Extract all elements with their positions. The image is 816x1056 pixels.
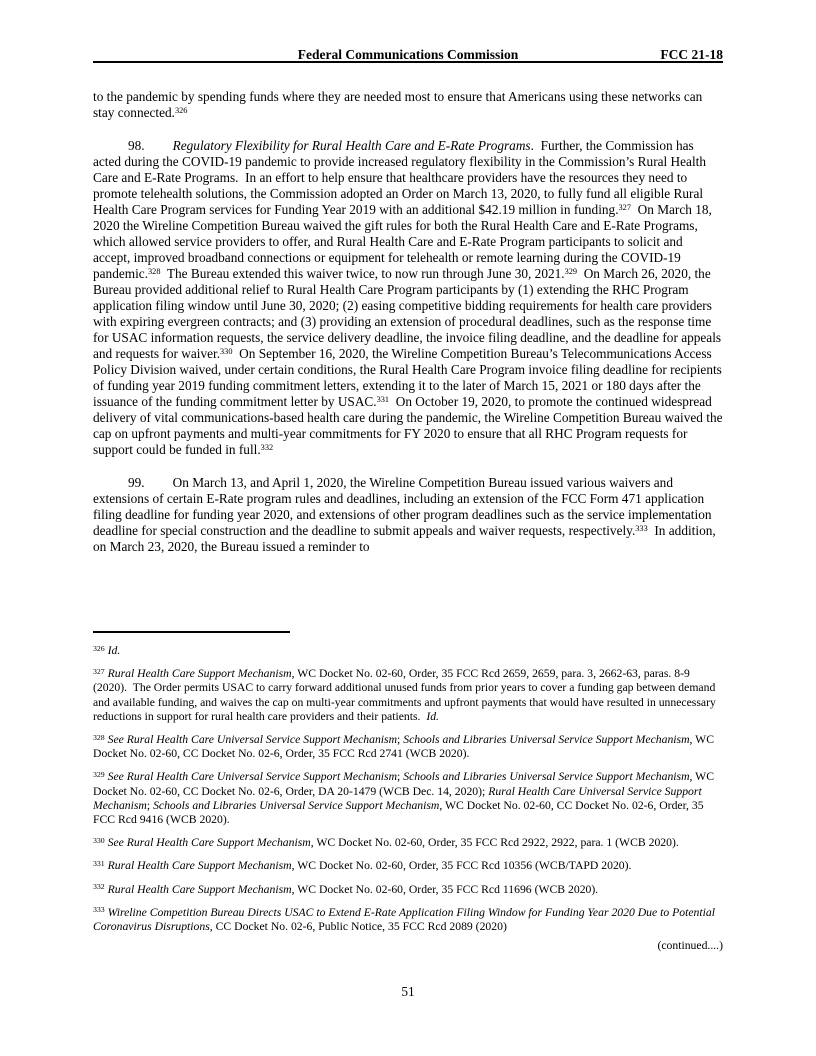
text-segment: The Bureau extended this waiver twice, to now run through June 30, 2021. [160,266,565,281]
text-segment: ; [397,770,404,784]
footnote-ref: 333 [635,523,648,533]
italic-text: Wireline Competition Bureau Directs USAC to Extend E-Rate Application Filing Window for Funding Year 2020 Due to Potential Coronavirus Disruptions [93,905,718,934]
text-segment: to the pandemic by spending funds where they are needed most to ensure that Americans using these networks can stay connected. [93,89,706,120]
paragraph-number: 98. [128,138,145,153]
italic-text: Id. [426,709,439,723]
paragraph [93,138,726,458]
italic-text: See Rural Health Care Support Mechanism [107,836,311,850]
italic-text: Schools and Libraries Universal Service Support Mechanism [403,770,690,784]
footnote-ref: 331 [376,394,390,404]
footnote [93,883,723,897]
italic-text: See Rural Health Care Universal Service Support Mechanism [107,770,398,784]
footnote-number: 330 [93,835,105,845]
footnote [93,644,723,658]
footnote [93,770,723,827]
paragraph [93,89,723,121]
text-segment: On September 16, 2020, the Wireline Competition Bureau’s Telecommunications Access Policy Division waived, under certain conditions, the Rural Health Care Program invoice filing deadline for recipients of funding year 2019 funding commitment letters, extending it to the later of March 15, 2021 or 180 days after the issuance of the funding commitment letter by USAC. [93,346,726,409]
italic-text: Regulatory Flexibility for Rural Health Care and E-Rate Programs [172,138,531,153]
text-segment: . Further, the Commission has acted during the COVID-19 pandemic to provide increased regulatory flexibility in the Commission’s Rural Health Care and E-Rate Programs. In an effort to help ensure that healthcare providers have the resources they need to promote telehealth solutions, the Commission adopted an Order on March 13, 2020, to fully fund all eligible Rural Health Care Program services for Funding Year 2019 with an additional $42.19 million in funding. [93,138,710,217]
footnote-number: 327 [93,666,105,676]
body-text [93,89,726,555]
text-segment: , WC Docket No. 02-60, Order, 35 FCC Rcd 2922, 2922, para. 1 (WCB 2020). [310,836,679,850]
footnotes-list [93,644,723,934]
text-segment: , WC Docket No. 02-60, CC Docket No. 02-6, Order, 35 FCC Rcd 2741 (WCB 2020). [93,733,717,761]
footnote-ref: 332 [260,442,274,452]
footnote [93,859,723,873]
footnote-number: 331 [93,858,105,868]
footnote-ref: 328 [148,266,161,276]
text-segment: On March 26, 2020, the Bureau provided additional relief to Rural Health Care Program participants by (1) extending the RHC Program application filing window until June 30, 2020; (2) easing competitive bidding requirements for health care providers with expiring evergreen contracts; and (3) providing an extension of procedural deadlines, such as the response time for USAC information requests, the service delivery deadline, the invoice filing deadline, and the deadline for appeals and requests for waiver. [93,266,725,361]
footnote-ref: 327 [618,202,631,212]
italic-text: Rural Health Care Support Mechanism [107,667,292,681]
page-number: 51 [401,984,415,999]
italic-text: Schools and Libraries Universal Service Support Mechanism [153,798,440,812]
page-content [93,0,726,953]
footnote [93,836,723,850]
text-segment: , WC Docket No. 02-60, Order, 35 FCC Rcd 10356 (WCB/TAPD 2020). [291,859,632,873]
footnote [93,906,723,934]
italic-text: Rural Health Care Universal Service Support Mechanism [93,784,705,812]
paragraph-number: 99. [128,475,145,490]
text-segment: , CC Docket No. 02-6, Public Notice, 35 FCC Rcd 2089 (2020) [209,920,507,934]
footnote-ref: 329 [564,266,578,276]
text-segment: ; [397,733,404,747]
footnote [93,733,723,761]
text-segment: On October 19, 2020, to promote the continued widespread delivery of vital communications-based health care during the pandemic, the Wireline Competition Bureau waived the cap on upfront payments and multi-year commitments for FY 2020 to ensure that all RHC Program requests for support could be funded in full. [93,394,726,457]
italic-text: Rural Health Care Support Mechanism [107,859,292,873]
text-segment: In addition, on March 23, 2020, the Bureau issued a reminder to [93,523,720,554]
italic-text: See Rural Health Care Universal Service Support Mechanism [107,733,398,747]
paragraph [93,475,723,555]
footnote-number: 333 [93,905,105,915]
italic-text: Schools and Libraries Universal Service Support Mechanism [403,733,690,747]
header-title: Federal Communications Commission [297,47,519,62]
footnote-number: 326 [93,643,105,653]
header-document-number: FCC 21-18 [660,47,723,62]
footnote-number: 329 [93,769,105,779]
footnote-separator [93,631,290,633]
text-segment: , WC Docket No. 02-60, CC Docket No. 02-6, Order, 35 FCC Rcd 9416 (WCB 2020). [93,798,707,827]
footnotes-section [93,631,723,953]
italic-text: Rural Health Care Support Mechanism [107,882,292,896]
text-segment: On March 13, and April 1, 2020, the Wireline Competition Bureau issued various waivers and extensions of certain E-Rate program rules and deadlines, including an extension of the FCC Form 471 application filing deadline for funding year 2020, and extensions of other program deadlines such as the service implementation deadline for special construction and the deadline to submit appeals and waiver requests, respectively. [93,475,715,538]
footnote-ref: 326 [174,105,188,115]
text-segment: ; [146,798,154,812]
footnote-number: 332 [93,882,105,892]
continued-note: (continued....) [657,939,723,953]
text-segment: , WC Docket No. 02-60, Order, 35 FCC Rcd 11696 (WCB 2020). [291,882,599,896]
footnote-ref: 330 [220,346,233,356]
footnote-number: 328 [93,732,105,742]
page-header [93,47,723,63]
text-segment: On March 18, 2020 the Wireline Competition Bureau waived the gift rules for both the Rural Health Care and E-Rate Programs, which allowed service providers to offer, and Rural Health Care and E-Rate Program participants to solicit and accept, improved broadband connections or equipment for telehealth or remote learning during the COVID-19 pandemic. [93,202,716,281]
text-segment: , WC Docket No. 02-60, CC Docket No. 02-6, Order, DA 20-1479 (WCB Dec. 14, 2020); [93,770,717,798]
italic-text: Id. [107,644,121,657]
footnote [93,667,723,724]
text-segment: , WC Docket No. 02-60, Order, 35 FCC Rcd 2659, 2659, para. 3, 2662-63, paras. 8-9 (2020). The Order permits USAC to carry forward additional unused funds from prior years to cover a funding gap between demand and available funding, and waives the cap on multi-year commitments and upfront payments that would have resulted in unnecessary reductions in support for rural health care providers and their patients. [93,667,719,723]
